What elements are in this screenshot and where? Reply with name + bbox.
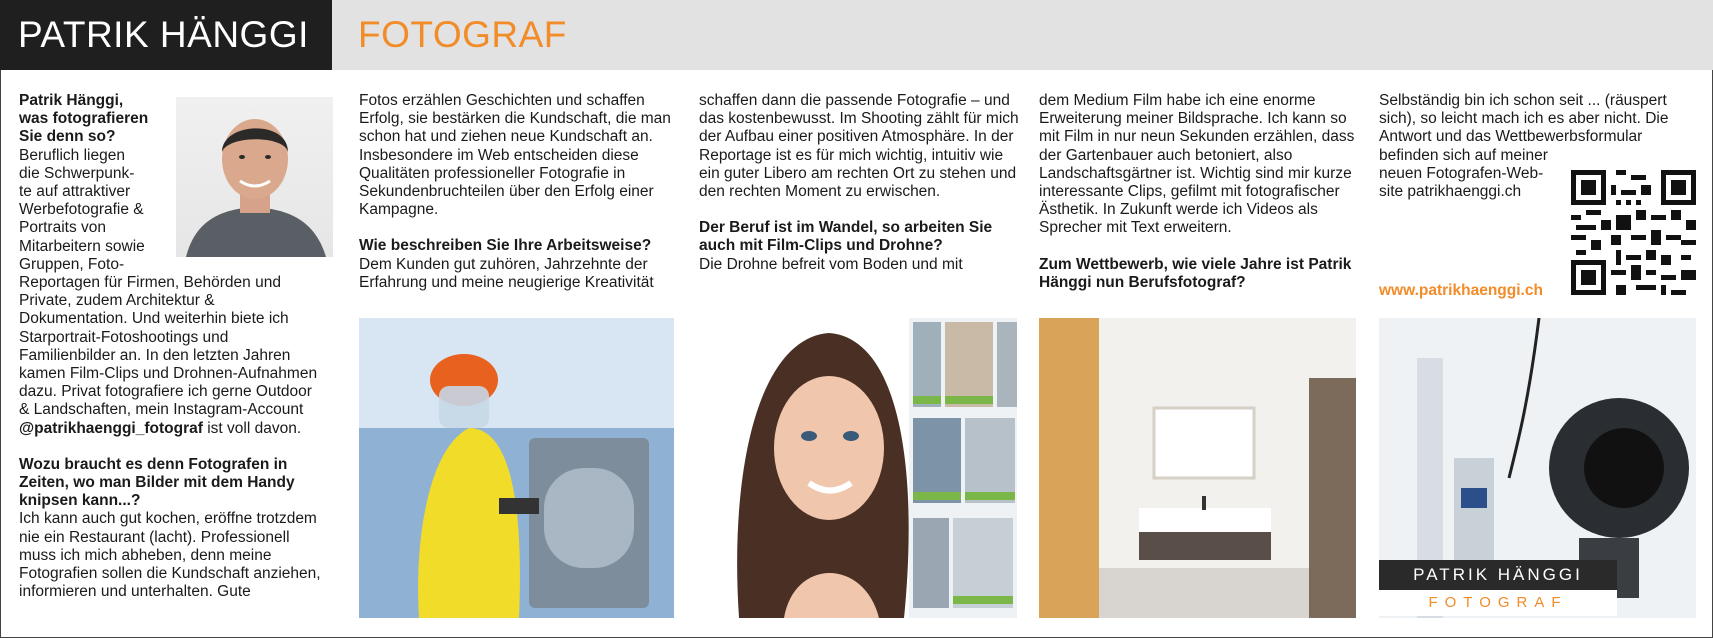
col3-answer: Die Drohne befreit vom Boden und mit xyxy=(699,255,963,273)
col5-line: site patrikhaenggi.ch xyxy=(1379,183,1522,201)
answer-1-end: ist voll davon. xyxy=(202,419,302,437)
portrait-photo-graphic xyxy=(176,97,333,257)
col2-question: Wie beschreiben Sie Ihre Arbeitsweise? xyxy=(359,237,652,255)
lab-worker-photo xyxy=(359,318,674,618)
logo-name: PATRIK HÄNGGI xyxy=(1379,560,1617,590)
woman-portrait-photo xyxy=(699,318,1017,618)
col4-paragraph: dem Medium Film habe ich eine enorme Erweiterung meiner Bildsprache. Ich kann so mit Film in nur neun Sekunden erzählen, dass der Gartenbauer auch betoniert, also Landschaftsgärtner ist. Wichtig sind mir kurze interessante Clips, gefilmt mit fotografischer Ästhetik. In Zukunft werde ich Videos als Sprecher mit Text erweitern. xyxy=(1039,92,1355,237)
col3-paragraph: schaffen dann die passende Fotografie – und das kostenbewusst. Im Shooting zählt für mich der Aufbau einer positiven Atmosphäre. In der Reportage ist es für mich wichtig, intuitiv wie ein guter Libero am rechten Ort zu stehen und den rechten Moment zu erwischen. xyxy=(699,92,1019,201)
name-box xyxy=(0,0,332,70)
answer-1-line: die Schwerpunk- xyxy=(19,164,135,182)
woman-portrait-photo-graphic xyxy=(699,318,1017,618)
qr-code-graphic xyxy=(1571,170,1696,295)
header-bar xyxy=(0,0,1713,70)
website-link[interactable]: www.patrikhaenggi.ch xyxy=(1379,282,1543,299)
header-role: FOTOGRAF xyxy=(358,14,567,55)
logo-role: FOTOGRAF xyxy=(1428,594,1568,611)
answer-2: Ich kann auch gut kochen, eröffne trotzdem nie ein Restaurant (lacht). Professionell muss ich mich abheben, denn meine Fotografien sollen die Kundschaft anziehen, informieren und unterhalten. Gute xyxy=(19,510,321,601)
column-2 xyxy=(359,92,679,310)
answer-1-line: Mitarbeitern sowie xyxy=(19,237,145,255)
col5-line: neuen Fotografen-Web- xyxy=(1379,164,1544,182)
question-2: Wozu braucht es denn Fotografen in Zeiten, wo man Bilder mit dem Handy knipsen kann...? xyxy=(19,455,295,510)
col4-question: Zum Wettbewerb, wie viele Jahre ist Patrik Hänggi nun Berufsfotograf? xyxy=(1039,255,1352,291)
answer-1-line: te auf attraktiver xyxy=(19,183,131,201)
col5-paragraph: Selbständig bin ich schon seit ... (räuspert sich), so leicht mach ich es aber nicht. Die Antwort und das Wettbewerbsformular befinden sich auf meiner xyxy=(1379,92,1669,164)
question-1-line: was fotografieren xyxy=(19,110,149,128)
question-1-line: Patrik Hänggi, xyxy=(19,92,124,109)
lab-worker-photo-graphic xyxy=(359,318,674,618)
bathroom-interior-photo xyxy=(1039,318,1356,618)
col3-question: Der Beruf ist im Wandel, so arbeiten Sie auch mit Film-Clips und Drohne? xyxy=(699,219,993,255)
qr-code-icon[interactable] xyxy=(1571,170,1696,295)
col2-paragraph: Fotos erzählen Geschichten und schaffen Erfolg, sie bestärken die Kundschaft, die man schon hat und ziehen neue Kundschaft an. Insbesondere im Web entscheiden diese Qualitäten professioneller Fotografie in Sekundenbruchteilen über den Erfolg einer Kampagne. xyxy=(359,92,671,219)
answer-1-line: Werbefotografie & xyxy=(19,201,144,219)
instagram-handle[interactable]: @patrikhaenggi_fotograf xyxy=(19,419,203,437)
question-1-line: Sie denn so? xyxy=(19,128,116,146)
col2-answer: Dem Kunden gut zuhören, Jahrzehnte der Erfahrung und meine neugierige Kreativität xyxy=(359,255,654,291)
portrait-photo xyxy=(176,97,333,257)
column-3 xyxy=(699,92,1019,292)
brand-logo xyxy=(1379,560,1617,616)
answer-1-line: Gruppen, Foto- xyxy=(19,255,125,273)
answer-1-paragraph xyxy=(19,274,324,438)
bathroom-interior-photo-graphic xyxy=(1039,318,1356,618)
answer-1-line: Beruflich liegen xyxy=(19,146,125,164)
answer-1-text: Reportagen für Firmen, Behörden und Private, zudem Architektur & Dokumentation. Und weiterhin biete ich Starportrait-Fotoshootings und Familienbilder an. In den letzten Jahren kamen Film-Clips und Drohnen-Aufnahmen dazu. Privat fotografiere ich gerne Outdoor & Landschaften, mein Instagram-Account xyxy=(19,274,318,419)
header-name: PATRIK HÄNGGI xyxy=(18,14,309,55)
answer-1-line: Portraits von xyxy=(19,219,107,237)
column-4 xyxy=(1039,92,1364,292)
